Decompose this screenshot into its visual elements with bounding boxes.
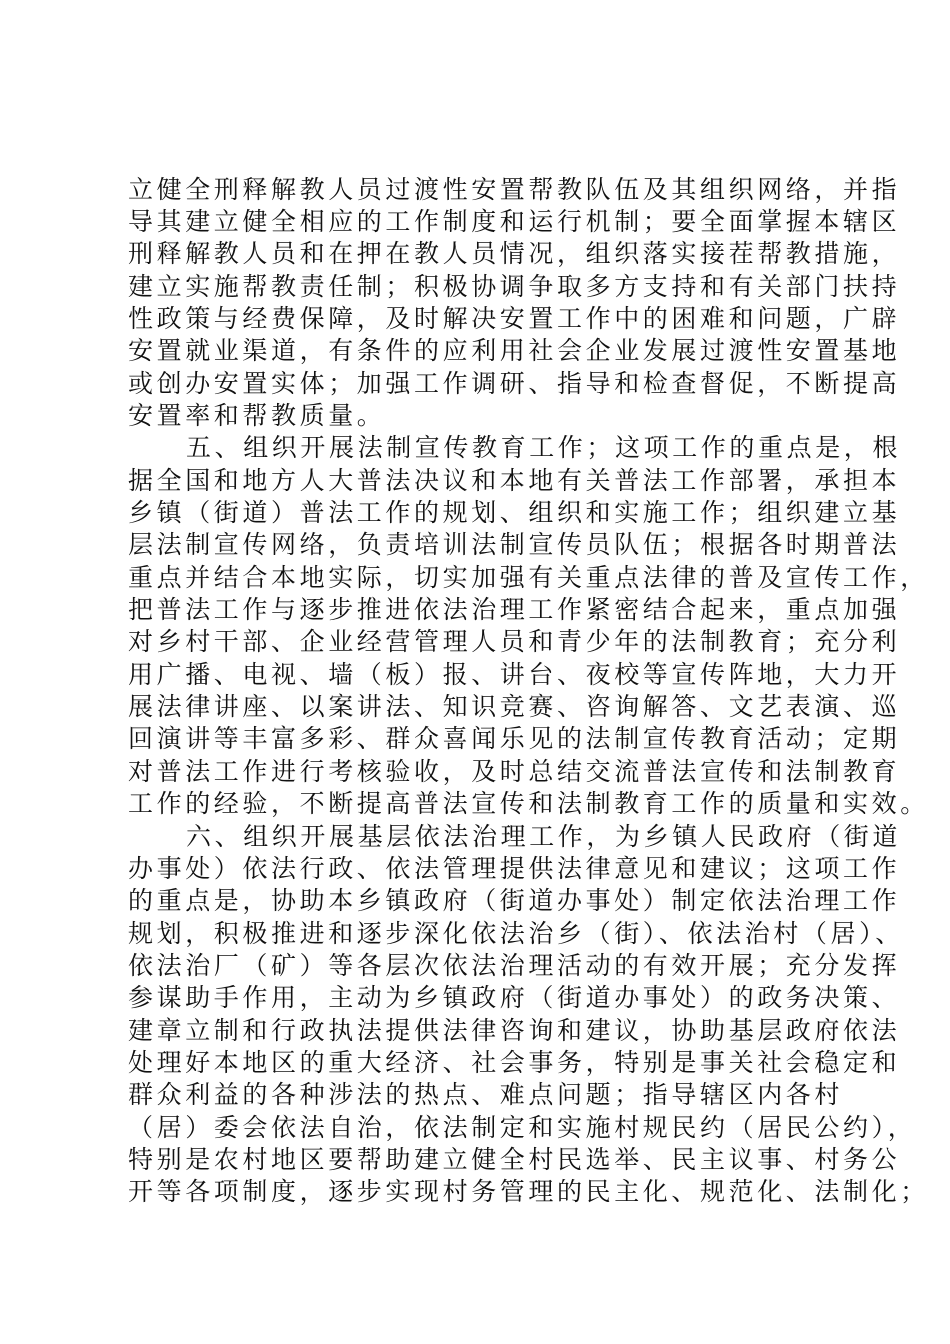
text-line: 建立实施帮教责任制；积极协调争取多方支持和有关部门扶持 [128,272,901,301]
section-6-heading-line: 六、组织开展基层依法治理工作，为乡镇人民政府（街道 [186,822,902,851]
text-line: 层法制宣传网络，负责培训法制宣传员队伍；根据各时期普法 [128,530,901,559]
text-line: 立健全刑释解教人员过渡性安置帮教队伍及其组织网络，并指 [128,175,901,204]
text-line: 刑释解教人员和在押在教人员情况，组织落实接茬帮教措施， [128,239,901,268]
text-line: 安置率和帮教质量。 [128,401,386,430]
text-line: 的重点是，协助本乡镇政府（街道办事处）制定依法治理工作 [128,886,901,915]
text-line: 导其建立健全相应的工作制度和运行机制；要全面掌握本辖区 [128,207,901,236]
text-line: 办事处）依法行政、依法管理提供法律意见和建议；这项工作 [128,854,901,883]
text-line: 群众利益的各种涉法的热点、难点问题；指导辖区内各村 [128,1080,844,1109]
text-line: 乡镇（街道）普法工作的规划、组织和实施工作；组织建立基 [128,498,901,527]
text-line: 参谋助手作用，主动为乡镇政府（街道办事处）的政务决策、 [128,983,901,1012]
text-line: 把普法工作与逐步推进依法治理工作紧密结合起来，重点加强 [128,595,901,624]
text-line: 据全国和地方人大普法决议和本地有关普法工作部署，承担本 [128,466,901,495]
text-line: 安置就业渠道，有条件的应利用社会企业发展过渡性安置基地 [128,336,901,365]
text-line: 工作的经验，不断提高普法宣传和法制教育工作的质量和实效。 [128,789,929,818]
text-line: 规划，积极推进和逐步深化依法治乡（街）、依法治村（居）、 [128,919,904,948]
text-line: 依法治厂（矿）等各层次依法治理活动的有效开展；充分发挥 [128,951,901,980]
text-line: 对乡村干部、企业经营管理人员和青少年的法制教育；充分利 [128,627,901,656]
section-5-heading-line: 五、组织开展法制宣传教育工作；这项工作的重点是，根 [186,433,902,462]
text-line: 或创办安置实体；加强工作调研、指导和检查督促，不断提高 [128,369,901,398]
text-line: 开等各项制度，逐步实现村务管理的民主化、规范化、法制化； [128,1177,929,1206]
text-line: 重点并结合本地实际，切实加强有关重点法律的普及宣传工作， [128,563,929,592]
text-line: 对普法工作进行考核验收，及时总结交流普法宣传和法制教育 [128,757,901,786]
text-line: 处理好本地区的重大经济、社会事务，特别是事关社会稳定和 [128,1048,901,1077]
text-line: 回演讲等丰富多彩、群众喜闻乐见的法制宣传教育活动；定期 [128,724,901,753]
text-line: 展法律讲座、以案讲法、知识竞赛、咨询解答、文艺表演、巡 [128,692,901,721]
text-line: 特别是农村地区要帮助建立健全村民选举、民主议事、村务公 [128,1145,901,1174]
text-line: 性政策与经费保障，及时解决安置工作中的困难和问题，广辟 [128,304,901,333]
text-line: 用广播、电视、墙（板）报、讲台、夜校等宣传阵地，大力开 [128,660,901,689]
text-line: 建章立制和行政执法提供法律咨询和建议，协助基层政府依法 [128,1016,901,1045]
text-line: （居）委会依法自治，依法制定和实施村规民约（居民公约）， [128,1113,917,1142]
